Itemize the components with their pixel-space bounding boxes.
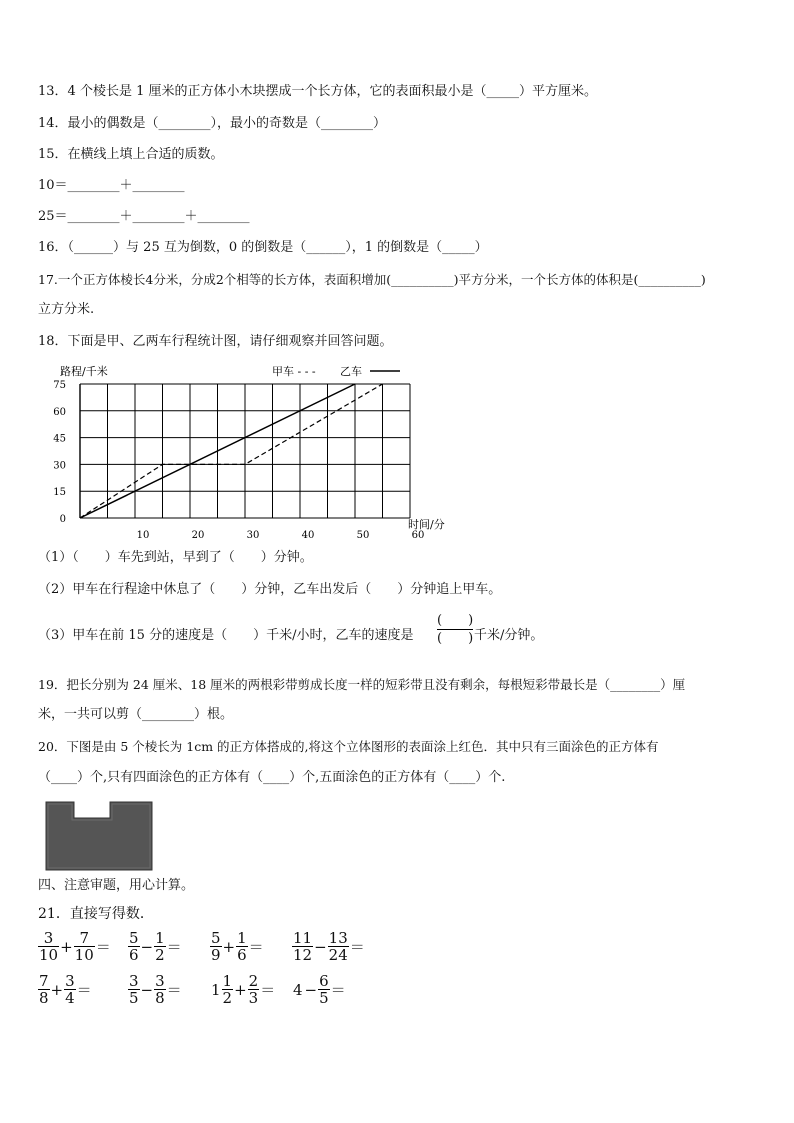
chart-series — [80, 384, 383, 518]
question-18: 18．下面是甲、乙两车行程统计图，请仔细观察并回答问题。 — [38, 334, 393, 349]
fraction: $\frac{5}{9}$ — [211, 929, 221, 964]
question-19-cont: 米，一共可以剪（________）根。 — [38, 707, 234, 722]
question-18-3: （3）甲车在前 15 分的速度是（ ）千米/小时，乙车的速度是 — [38, 628, 414, 643]
question-18-1: （1）（ ）车先到站，早到了（ ）分钟。 — [38, 550, 313, 565]
question-21: 21．直接写得数． — [38, 906, 154, 922]
question-20-cont: （____）个,只有四面涂色的正方体有（____）个,五面涂色的正方体有（____）个. — [38, 770, 506, 785]
travel-chart — [38, 362, 458, 547]
chart-grid — [80, 384, 410, 518]
calc-item: $\frac{3}{10}$ + $\frac{7}{10}$ ＝ — [39, 929, 111, 964]
question-18-3-unit: 千米/分钟。 — [474, 628, 544, 643]
y-tick-label: 45 — [53, 433, 66, 445]
x-tick-labels — [137, 530, 425, 541]
fraction-denominator: ( ) — [437, 631, 474, 646]
question-17-cont: 立方分米. — [38, 302, 95, 317]
question-18-3-fraction — [437, 612, 473, 647]
fraction: $\frac{7}{10}$ — [74, 929, 94, 964]
fraction: $\frac{1}{2}$ — [222, 972, 233, 1007]
calc-item: 4 − $\frac{6}{5}$ ＝ — [293, 972, 346, 1007]
fraction: $\frac{2}{3}$ — [248, 972, 259, 1007]
fraction: $\frac{3}{4}$ — [65, 972, 75, 1007]
question-15-line-a: 10＝________＋________ — [38, 178, 185, 193]
calc-item: $\frac{3}{5}$ − $\frac{3}{8}$ ＝ — [129, 972, 182, 1007]
x-tick-label: 60 — [411, 530, 425, 541]
y-tick-label: 60 — [53, 406, 66, 418]
cube-figure — [44, 800, 156, 872]
fraction: $\frac{13}{24}$ — [328, 929, 348, 964]
section-4-heading: 四、注意审题，用心计算。 — [38, 878, 195, 893]
question-18-2: （2）甲车在行程途中休息了（ ）分钟，乙车出发后（ ）分钟追上甲车。 — [38, 582, 502, 597]
x-axis-label: 时间/分 — [408, 518, 445, 531]
x-tick-label: 40 — [301, 530, 315, 541]
y-tick-label: 75 — [53, 380, 66, 391]
question-13: 13．4 个棱长是 1 厘米的正方体小木块摆成一个长方体，它的表面积最小是（_____）平方厘米。 — [38, 84, 597, 99]
question-20: 20．下图是由 5 个棱长为 1cm 的正方体搭成的,将这个立体图形的表面涂上红色．其中只有三面涂色的正方体有 — [38, 739, 659, 754]
fraction: $\frac{11}{12}$ — [293, 929, 313, 964]
fraction: $\frac{5}{6}$ — [129, 929, 139, 964]
calc-item: $\frac{5}{9}$ + $\frac{1}{6}$ ＝ — [211, 929, 264, 964]
fraction: $\frac{6}{5}$ — [319, 972, 329, 1007]
y-tick-label: 30 — [53, 460, 66, 472]
x-tick-label: 50 — [356, 530, 370, 541]
series-line-jia — [80, 384, 383, 518]
question-19: 19．把长分别为 24 厘米、18 厘米的两根彩带剪成长度一样的短彩带且没有剩余，每根短彩带最长是（________）厘 — [38, 677, 686, 692]
question-14: 14．最小的偶数是（________），最小的奇数是（________） — [38, 116, 387, 131]
fraction: $\frac{3}{8}$ — [155, 972, 165, 1007]
question-15: 15．在横线上填上合适的质数。 — [38, 147, 224, 162]
fraction-numerator: ( ) — [437, 613, 474, 628]
y-tick-label: 15 — [53, 487, 66, 499]
x-tick-label: 10 — [136, 530, 150, 541]
question-16: 16．（______）与 25 互为倒数，0 的倒数是（______），1 的倒数是（_____） — [38, 240, 488, 255]
question-15-line-b: 25＝________＋________＋________ — [38, 209, 250, 224]
y-tick-labels — [53, 380, 66, 525]
y-axis-label: 路程/千米 — [60, 365, 108, 378]
x-tick-label: 30 — [246, 530, 260, 541]
fraction: $\frac{1}{6}$ — [237, 929, 247, 964]
calc-item: $\frac{5}{6}$ − $\frac{1}{2}$ ＝ — [129, 929, 182, 964]
fraction: $\frac{3}{5}$ — [129, 972, 139, 1007]
calc-item: $\frac{7}{8}$ + $\frac{3}{4}$ ＝ — [39, 972, 92, 1007]
fraction: $\frac{1}{2}$ — [155, 929, 165, 964]
calc-item: $\frac{11}{12}$ − $\frac{13}{24}$ ＝ — [293, 929, 365, 964]
question-17: 17.一个正方体棱长4分米，分成2个相等的长方体，表面积增加(__________)平方分米，一个长方体的体积是(__________) — [38, 272, 706, 287]
x-tick-label: 20 — [191, 530, 205, 541]
fraction: $\frac{3}{10}$ — [39, 929, 59, 964]
y-tick-label: 0 — [59, 514, 66, 525]
legend-yi: 乙车 — [340, 365, 362, 378]
legend-jia: 甲车 - - - — [272, 365, 316, 378]
calc-item: 1 $\frac{1}{2}$ + $\frac{2}{3}$ ＝ — [211, 972, 276, 1007]
fraction: $\frac{7}{8}$ — [39, 972, 49, 1007]
